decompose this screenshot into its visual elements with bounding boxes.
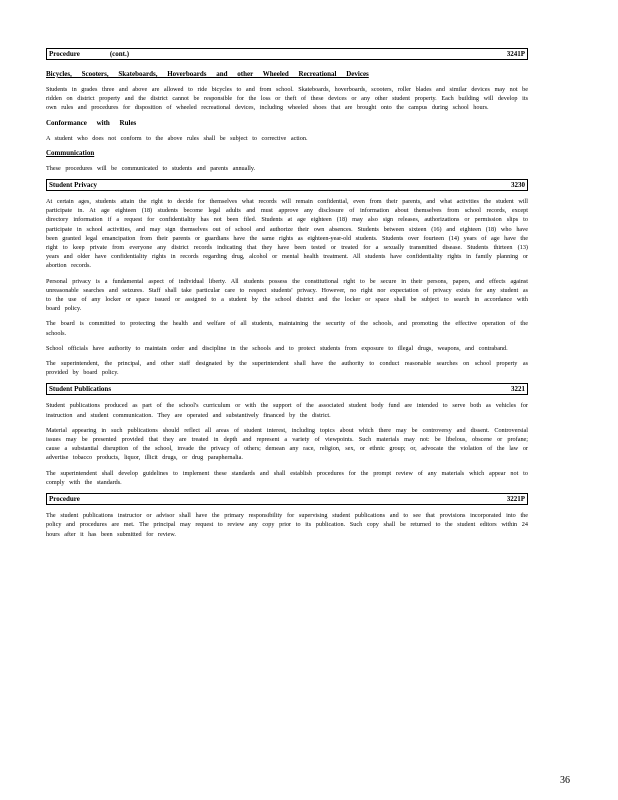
section-header-student-privacy — [46, 179, 528, 191]
header-label: Student Privacy — [49, 181, 98, 190]
page-number: 36 — [560, 775, 570, 786]
communication-paragraph: These procedures will be communicated to students and parents annually. — [46, 164, 256, 172]
header-label: Procedure — [49, 495, 80, 504]
header-label: Student Publications — [49, 385, 112, 394]
privacy-paragraph-5: The superintendent, the principal, and other staff designated by the superintendent shall have the authority to conduct reasonable searches on school property as provided by board policy. — [46, 360, 528, 377]
header-label: Procedure — [49, 50, 80, 58]
procedure-paragraph-1: The student publications instructor or advisor shall have the primary responsibility for supervising student publications and to see that provisions incorporated into the policy and procedures are met. The principal may request to review any copy prior to its publication. Such copy shall be returned to the student editors within 24 hours after it has been submitted for review. — [46, 512, 528, 538]
header-code: 3221P — [506, 495, 525, 504]
privacy-paragraph-3: The board is committed to protecting the health and welfare of all students, maintaining the security of the schools, and promoting the effective operation of the schools. — [46, 320, 528, 337]
section-header-student-publications — [46, 383, 528, 395]
header-code: 3230 — [511, 181, 525, 190]
privacy-paragraph-1: At certain ages, students attain the right to decide for themselves what records will remain confidential, even from their parents, and what activities the student will participate in. At age eighteen (18) students become legal adults and must approve any disclosure of information about themselves from school records, except directory information if a request for confidentiality has not been filed. Students at age eighteen (18) may also sign releases, authorizations or permission slips to participate in school activities, and may sign themselves out of school and authorize their own absences. Students between sixteen (16) and eighteen (18) who have been granted legal emancipation from their parents or guardians have the same rights as eighteen-year-old students. Students over fourteen (14) years of age have the right to keep private from everyone any district records indicating that they have been tested or treated for a sexually transmitted disease. Students thirteen (13) years and older have confidentiality rights in records regarding drug, alcohol or mental health treatment. All students have confidentiality rights in family planning or abortion records. — [46, 198, 528, 270]
bikes-heading: Bicycles, Scooters, Skateboards, Hoverboards and other Wheeled Recreational Devices — [46, 70, 369, 78]
header-code: 3221 — [511, 385, 525, 394]
bikes-paragraph: Students in grades three and above are allowed to ride bicycles to and from school. Skateboards, hoverboards, scooters, roller blades and similar devices may not be ridden on district property and the district cannot be responsible for the loss or theft of these devices or any other student property. Each building will develop its own rules and procedures for disposition of wheeled recreational devices, including wheeled shoes that are brought onto the campus during school hours. — [46, 86, 528, 112]
privacy-paragraph-4: School officials have authority to maintain order and discipline in the schools and to protect students from exposure to illegal drugs, weapons, and contraband. — [46, 344, 508, 352]
conformance-paragraph: A student who does not conform to the above rules shall be subject to corrective action. — [46, 134, 308, 142]
conformance-heading: Conformance with Rules — [46, 118, 137, 127]
publications-paragraph-1: Student publications produced as part of the school's curriculum or with the support of the associated student body fund are intended to serve both as vehicles for instruction and student communication. They are operated and substantively financed by the district. — [46, 402, 528, 419]
communication-heading: Communication — [46, 148, 95, 157]
header-code: 3241P — [506, 50, 525, 58]
header-cont: (cont.) — [109, 50, 130, 58]
document-page — [46, 48, 528, 539]
publications-paragraph-2: Material appearing in such publications should reflect all areas of student interest, including topics about which there may be controversy and dissent. Controversial issues may be presented provided that they are treated in depth and represent a variety of viewpoints. Such materials may not: be libelous, obscene or profane; cause a substantial disruption of the school, invade the privacy of others; demean any race, religion, sex, or ethnic group; or, advocate the violation of the law or advertise tobacco products, liquor, illicit drugs, or drug paraphernalia. — [46, 426, 528, 462]
privacy-paragraph-2: Personal privacy is a fundamental aspect of individual liberty. All students possess the constitutional right to be secure in their persons, papers, and effects against unreasonable searches and seizures. Staff shall take particular care to respect students' privacy. However, no right nor expectation of privacy exists for any student as to the use of any locker or space issued or assigned to a student by the school district and the locker or space shall be subject to search in accordance with board policy. — [46, 277, 528, 313]
section-header-procedure-3221p — [46, 493, 528, 505]
section-header-procedure — [46, 48, 528, 60]
publications-paragraph-3: The superintendent shall develop guidelines to implement these standards and shall establish procedures for the prompt review of any materials which appear not to comply with the standards. — [46, 469, 528, 486]
